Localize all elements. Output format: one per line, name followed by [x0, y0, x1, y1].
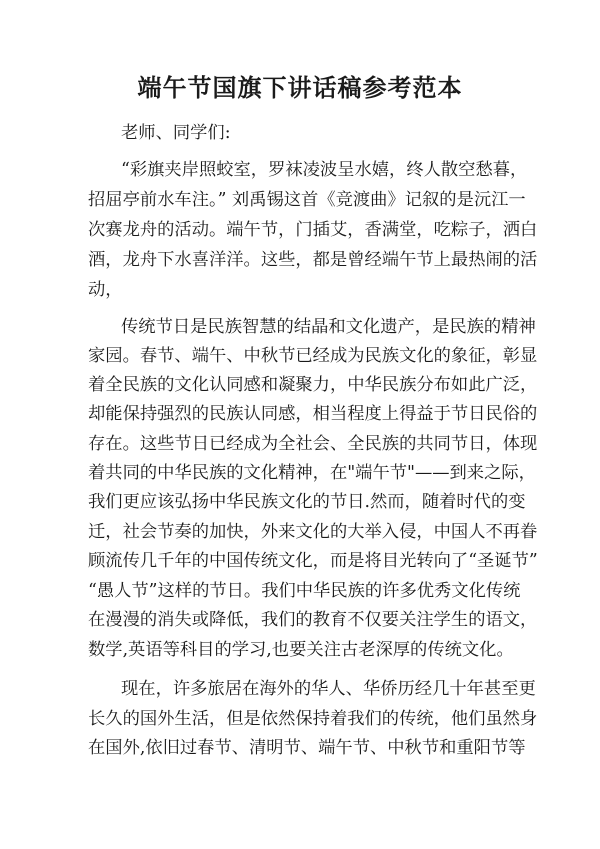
text-line: 招屈亭前水车注。” 刘禹锡这首《竞渡曲》记叙的是沅江一 — [88, 190, 526, 210]
text-line: 在国外,依旧过春节、清明节、端午节、中秋节和重阳节等 — [88, 738, 526, 758]
text-line: 长久的国外生活，但是依然保持着我们的传统，他们虽然身 — [88, 709, 538, 729]
text-line: “愚人节”这样的节日。我们中华民族的许多优秀文化传统 — [88, 581, 521, 601]
text-line: 却能保持强烈的民族认同感，相当程度上得益于节日民俗的 — [88, 404, 538, 424]
document-title: 端午节国旗下讲话稿参考范本 — [137, 73, 463, 102]
text-line: 顾流传几千年的中国传统文化，而是将目光转向了“圣诞节” — [88, 551, 538, 571]
text-line: 家园。春节、端午、中秋节已经成为民族文化的象征，彰显 — [88, 346, 538, 366]
text-line: 着全民族的文化认同感和凝聚力，中华民族分布如此广泛， — [88, 375, 538, 395]
text-line: 着共同的中华民族的文化精神，在"端午节"——到来之际， — [88, 463, 536, 483]
text-line: 数学,英语等科目的学习,也要关注古老深厚的传统文化。 — [88, 640, 514, 660]
text-line: 传统节日是民族智慧的结晶和文化遗产，是民族的精神 — [121, 317, 536, 337]
text-line: 现在，许多旅居在海外的华人、华侨历经几十年甚至更 — [121, 679, 536, 699]
text-line: 酒，龙舟下水喜洋洋。这些，都是曾经端午节上最热闹的活 — [88, 250, 538, 270]
text-line: 存在。这些节日已经成为全社会、全民族的共同节日，体现 — [88, 434, 538, 454]
text-line: 迁，社会节奏的加快，外来文化的大举入侵，中国人不再眷 — [88, 522, 538, 542]
text-line: 在漫漫的消失或降低，我们的教育不仅要关注学生的语文， — [88, 610, 538, 630]
salutation: 老师、同学们: — [121, 123, 231, 143]
text-line: 动， — [88, 280, 123, 300]
text-line: “彩旗夹岸照蛟室，罗袜凌波呈水嬉，终人散空愁暮， — [121, 160, 528, 180]
text-line: 次赛龙舟的活动。端午节，门插艾，香满堂，吃粽子，洒白 — [88, 220, 538, 240]
text-line: 我们更应该弘扬中华民族文化的节日.然而，随着时代的变 — [88, 492, 526, 512]
